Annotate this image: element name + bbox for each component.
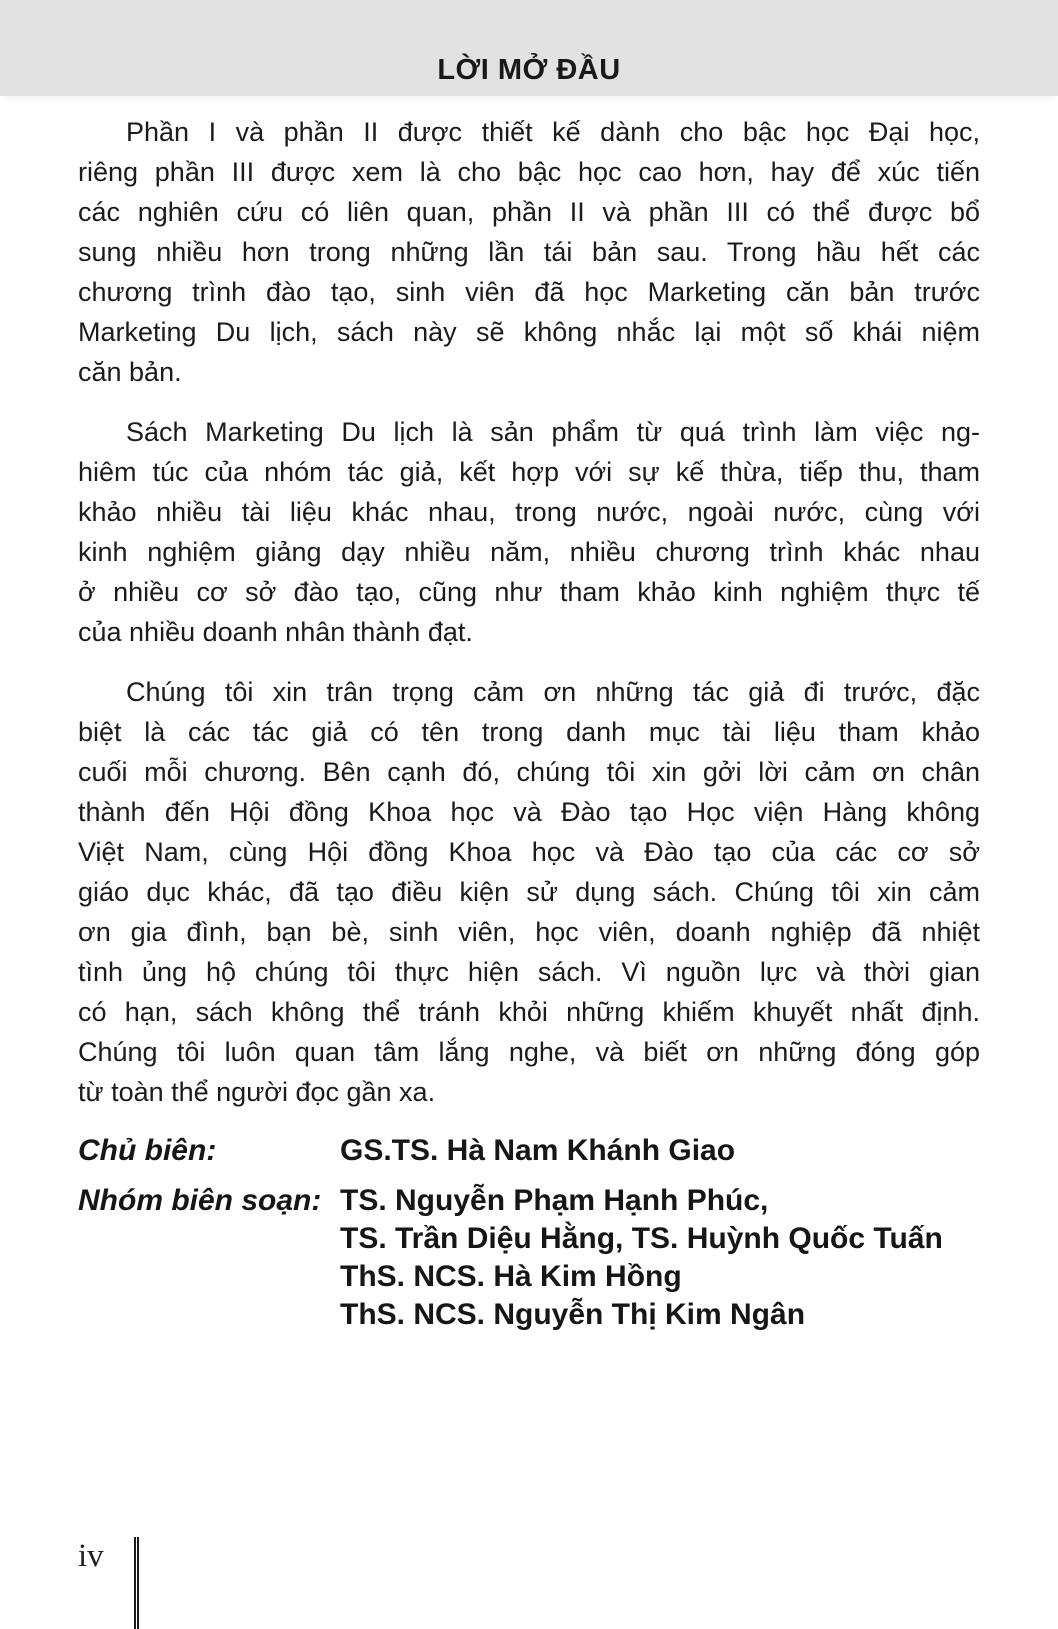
text-line: hiêm túc của nhóm tác giả, kết hợp với sự kế thừa, tiếp thu, tham [78, 457, 980, 487]
page-header [0, 0, 1058, 96]
editorial-team-names [340, 1182, 980, 1334]
text-line: tình ủng hộ chúng tôi thực hiện sách. Vì nguồn lực và thời gian [78, 957, 980, 987]
text-line: khảo nhiều tài liệu khác nhau, trong nước, ngoài nước, cùng với [78, 497, 980, 527]
text-line: ở nhiều cơ sở đào tạo, cũng như tham khảo kinh nghiệm thực tế [78, 577, 980, 607]
credit-row-editorial-team [78, 1182, 980, 1334]
text-line: các nghiên cứu có liên quan, phần II và phần III có thể được bổ [78, 197, 980, 227]
text-line: có hạn, sách không thể tránh khỏi những khiếm khuyết nhất định. [78, 997, 980, 1027]
text-line: ThS. NCS. Nguyễn Thị Kim Ngân [340, 1298, 806, 1331]
text-line: giáo dục khác, đã tạo điều kiện sử dụng sách. Chúng tôi xin cảm [78, 877, 980, 907]
text-line: Chúng tôi xin trân trọng cảm ơn những tác giả đi trước, đặc [126, 677, 980, 707]
text-line: chương trình đào tạo, sinh viên đã học Marketing căn bản trước [78, 277, 980, 307]
text-line: Việt Nam, cùng Hội đồng Khoa học và Đào tạo của các cơ sở [78, 837, 980, 867]
text-line: riêng phần III được xem là cho bậc học cao hơn, hay để xúc tiến [78, 157, 980, 187]
chief-editor-names [340, 1132, 980, 1170]
text-line: Chúng tôi luôn quan tâm lắng nghe, và biết ơn những đóng góp [78, 1037, 980, 1067]
footer-double-rule [134, 1537, 139, 1629]
paragraph-acknowledgements [78, 672, 980, 1112]
text-line: ThS. NCS. Hà Kim Hồng [340, 1260, 682, 1293]
text-line: Marketing Du lịch, sách này sẽ không nhắc lại một số khái niệm [78, 317, 980, 347]
text-line: từ toàn thể người đọc gần xa. [78, 1077, 436, 1107]
text-line: căn bản. [78, 357, 182, 387]
text-line: Sách Marketing Du lịch là sản phẩm từ quá trình làm việc ng- [126, 417, 980, 447]
text-line: của nhiều doanh nhân thành đạt. [78, 617, 473, 647]
text-line: TS. Trần Diệu Hằng, TS. Huỳnh Quốc Tuấn [340, 1222, 943, 1255]
text-line: kinh nghiệm giảng dạy nhiều năm, nhiều chương trình khác nhau [78, 537, 980, 567]
text-line: TS. Nguyễn Phạm Hạnh Phúc, [340, 1184, 769, 1217]
text-line: ơn gia đình, bạn bè, sinh viên, học viên, doanh nghiệp đã nhiệt [78, 917, 980, 947]
chief-editor-label: Chủ biên: [78, 1134, 217, 1167]
text-line: biệt là các tác giả có tên trong danh mục tài liệu tham khảo [78, 717, 980, 747]
page-number: iv [78, 1538, 104, 1574]
paragraph-book-product [78, 412, 980, 652]
page-title: LỜI MỞ ĐẦU [437, 54, 621, 86]
text-line: cuối mỗi chương. Bên cạnh đó, chúng tôi xin gởi lời cảm ơn chân [78, 757, 980, 787]
credits-block [78, 1132, 980, 1334]
page-content [78, 112, 980, 1346]
editorial-team-label: Nhóm biên soạn: [78, 1184, 322, 1217]
text-line: thành đến Hội đồng Khoa học và Đào tạo Học viện Hàng không [78, 797, 980, 827]
paragraph-intro-parts [78, 112, 980, 392]
text-line: Phần I và phần II được thiết kế dành cho bậc học Đại học, [126, 117, 980, 147]
credit-row-chief-editor [78, 1132, 980, 1170]
text-line: GS.TS. Hà Nam Khánh Giao [340, 1134, 736, 1167]
text-line: sung nhiều hơn trong những lần tái bản sau. Trong hầu hết các [78, 237, 980, 267]
